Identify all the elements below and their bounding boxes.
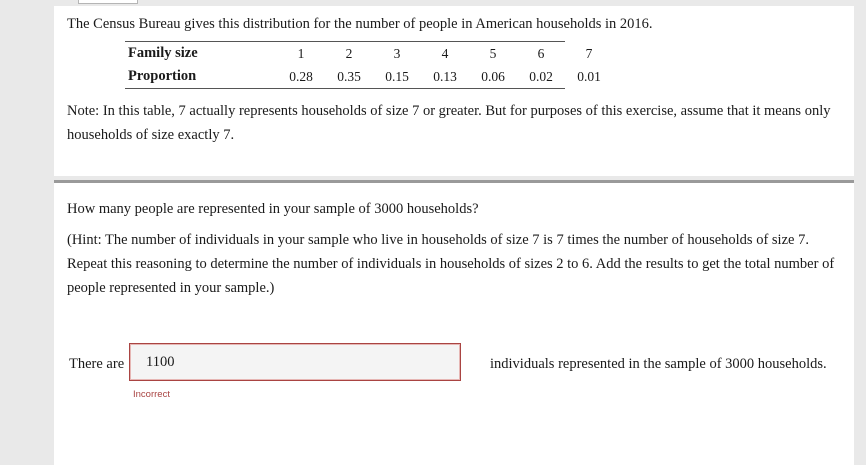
intro-text: The Census Bureau gives this distribution for the number of people in American households in 2016. xyxy=(67,16,653,32)
incorrect-feedback: Incorrect xyxy=(133,389,170,400)
family-size-cell: 2 xyxy=(345,46,353,61)
family-size-label: Family size xyxy=(128,45,198,61)
family-size-cell: 7 xyxy=(585,46,593,61)
proportion-cell: 0.28 xyxy=(289,69,313,84)
proportion-label: Proportion xyxy=(128,68,197,84)
proportion-cell: 0.35 xyxy=(337,69,361,84)
problem-panel xyxy=(54,6,854,176)
family-size-cell: 3 xyxy=(393,46,401,61)
family-size-cell: 4 xyxy=(441,46,449,61)
note-text: Note: In this table, 7 actually represents households of size 7 or greater. But for purposes of this exercise, assume that it means only households of size exactly 7. xyxy=(67,103,831,143)
top-tab[interactable] xyxy=(78,0,138,4)
answer-lead-text: There are xyxy=(69,356,125,372)
proportion-cell: 0.06 xyxy=(481,69,505,84)
family-size-cell: 6 xyxy=(537,46,545,61)
family-size-cell: 5 xyxy=(489,46,497,61)
family-size-cell: 1 xyxy=(297,46,305,61)
answer-input[interactable] xyxy=(129,343,461,381)
question-text: How many people are represented in your sample of 3000 households? xyxy=(67,201,479,217)
family-size-row xyxy=(125,42,593,65)
answer-tail-text: individuals represented in the sample of 3000 households. xyxy=(490,356,827,372)
question-panel xyxy=(54,180,854,465)
hint-text: (Hint: The number of individuals in your sample who live in households of size 7 is 7 times the number of households of size 7. Repeat this reasoning to determine the number of individuals in households of sizes 2 to 6. Add the results to get the total number of people represented in your sample.) xyxy=(67,232,835,296)
proportion-cell: 0.02 xyxy=(529,69,553,84)
proportion-cell: 0.13 xyxy=(433,69,457,84)
proportion-row xyxy=(125,65,601,88)
distribution-table xyxy=(125,41,601,89)
proportion-cell: 0.15 xyxy=(385,69,409,84)
proportion-cell: 0.01 xyxy=(577,69,601,84)
